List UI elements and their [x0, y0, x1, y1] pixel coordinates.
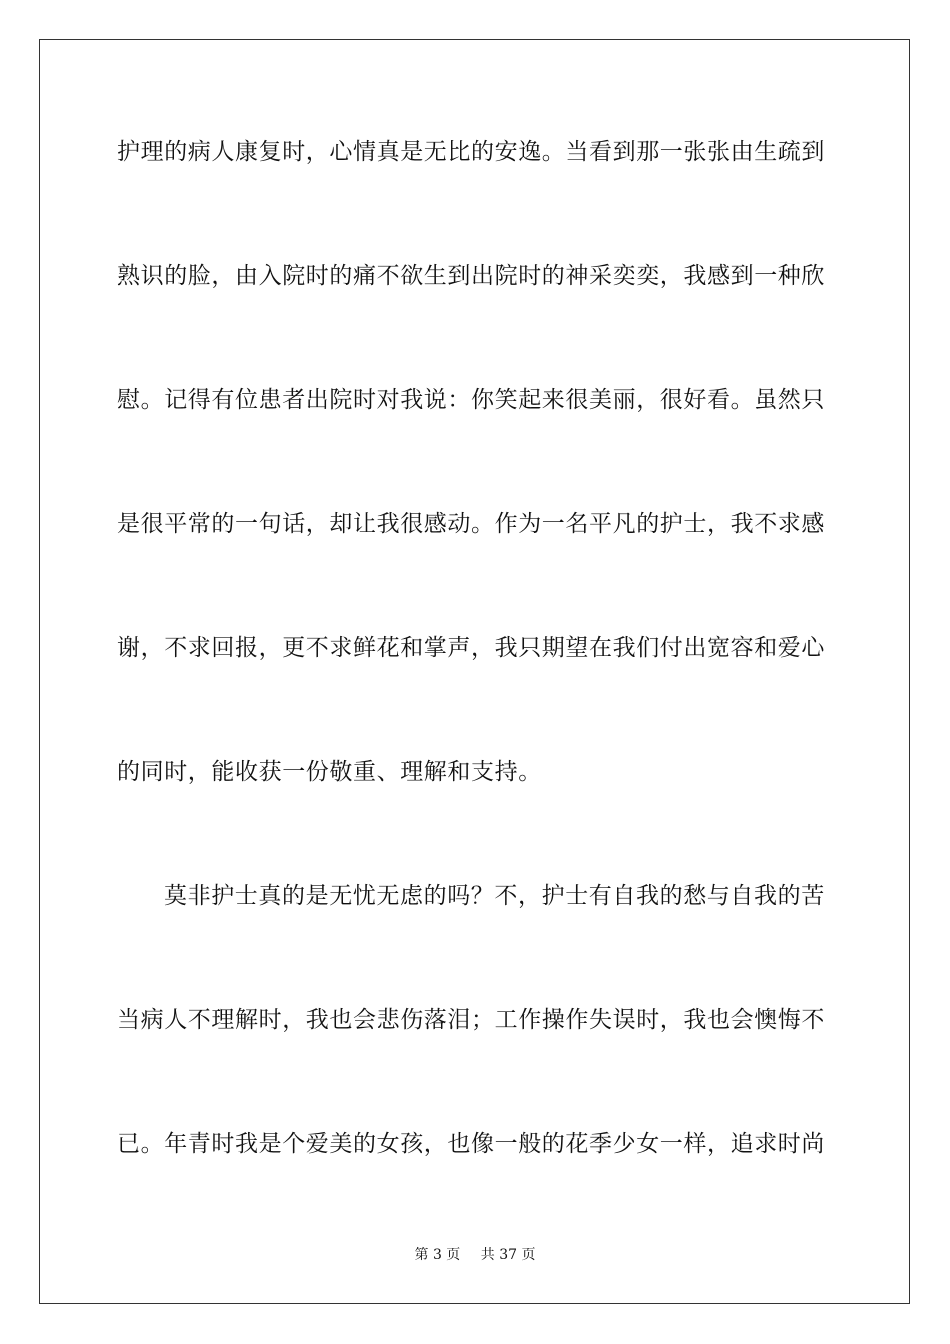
page-number: 第 3 页: [414, 1247, 461, 1263]
text-line: 谢，不求回报，更不求鲜花和掌声，我只期望在我们付出宽容和爱心: [117, 635, 825, 661]
text-line: 当病人不理解时，我也会悲伤落泪；工作操作失误时，我也会懊悔不: [117, 1007, 825, 1033]
text-line: 是很平常的一句话，却让我很感动。作为一名平凡的护士，我不求感: [117, 511, 825, 537]
paragraph-first-line: 莫非护士真的是无忧无虑的吗？不，护士有自我的愁与自我的苦: [164, 883, 825, 909]
text-line: 慰。记得有位患者出院时对我说：你笑起来很美丽，很好看。虽然只: [117, 387, 825, 413]
text-line: 熟识的脸，由入院时的痛不欲生到出院时的神采奕奕，我感到一种欣: [117, 263, 825, 289]
text-line: 的同时，能收获一份敬重、理解和支持。: [117, 759, 542, 785]
page-border: [39, 39, 910, 1304]
page-footer: [0, 1246, 950, 1264]
page-total: 共 37 页: [480, 1247, 536, 1263]
text-line: 已。年青时我是个爱美的女孩，也像一般的花季少女一样，追求时尚: [117, 1131, 825, 1157]
text-line: 护理的病人康复时，心情真是无比的安逸。当看到那一张张由生疏到: [117, 139, 825, 165]
